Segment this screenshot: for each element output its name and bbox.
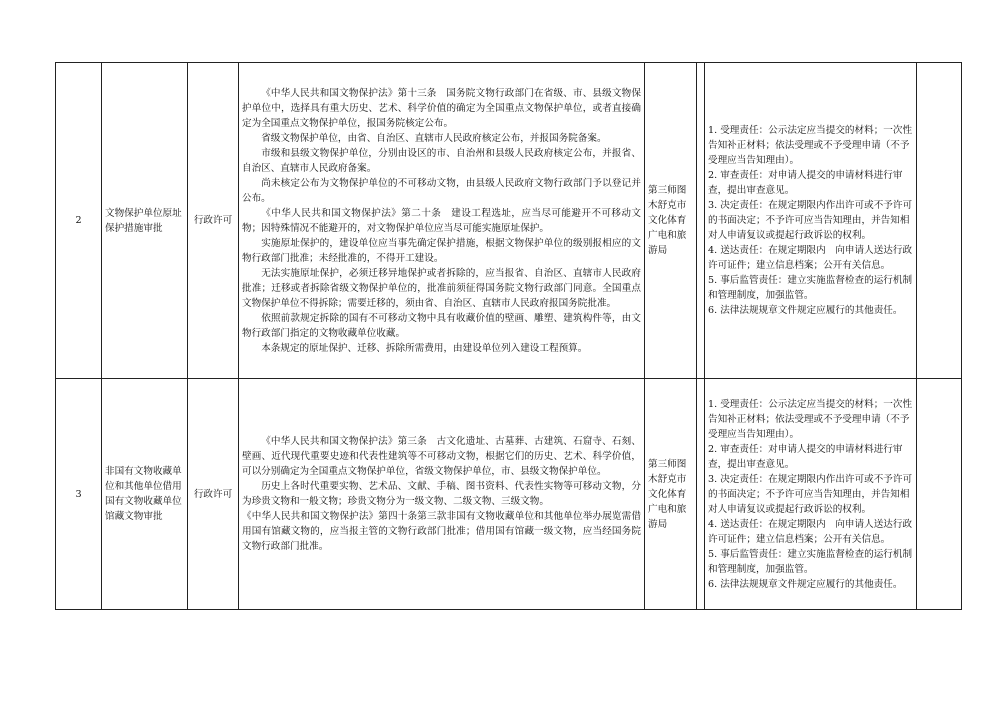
basis-paragraph: 历史上各时代重要实物、艺术品、文献、手稿、图书资料、代表性实物等可移动文物，分为珍贵文物和一般文物；珍贵文物分为一级文物、二级文物、三级文物。 (242, 481, 641, 507)
basis-paragraph: 无法实施原址保护，必须迁移异地保护或者拆除的，应当报省、自治区、直辖市人民政府批准；迁移或者拆除省级文物保护单位的，批准前须征得国务院文物行政部门同意。全国重点文物保护单位不得拆除；需要迁移的，须由省、自治区、直辖市人民政府报国务院批准。 (242, 267, 641, 309)
responsibility-item: 2. 审查责任：对申请人提交的申请材料进行审查，提出审查意见。 (708, 443, 903, 470)
basis-paragraph: 《中华人民共和国文物保护法》第二十条 建设工程选址，应当尽可能避开不可移动文物；因特殊情况不能避开的，对文物保护单位应当尽可能实施原址保护。 (242, 207, 641, 234)
responsible-department: 第三师图木舒克市文化体育广电和旅游局 (645, 63, 697, 379)
remarks-cell (917, 63, 962, 379)
responsible-department: 第三师图木舒克市文化体育广电和旅游局 (645, 379, 697, 610)
basis-paragraph: 《中华人民共和国文物保护法》第十三条 国务院文物行政部门在省级、市、县级文物保护单位中，选择具有重大历史、艺术、科学价值的确定为全国重点文物保护单位，或者直接确定为全国重点文物保护单位，报国务院核定公布。 (242, 87, 641, 129)
row-number: 2 (56, 63, 102, 379)
responsibility-item: 4. 送达责任：在规定期限内 向申请人送达行政许可证件；建立信息档案；公开有关信息。 (708, 518, 913, 545)
table-row (56, 63, 962, 379)
basis-paragraph: 尚未核定公布为文物保护单位的不可移动文物，由县级人民政府文物行政部门予以登记并公布。 (242, 177, 641, 204)
responsibility-item: 6. 法律法规规章文件规定应履行的其他责任。 (708, 305, 903, 316)
legal-basis (239, 379, 645, 610)
responsibility-list (705, 379, 917, 610)
row-number: 3 (56, 379, 102, 610)
basis-paragraph: 《中华人民共和国文物保护法》第四十条第三款非国有文物收藏单位和其他单位举办展览需借用国有馆藏文物的，应当报主管的文物行政部门批准；借用国有馆藏一级文物，应当经国务院文物行政部门批准。 (242, 511, 641, 552)
basis-paragraph: 本条规定的原址保护、迁移、拆除所需费用，由建设单位列入建设工程预算。 (261, 342, 588, 354)
basis-paragraph: 省级文物保护单位，由省、自治区、直辖市人民政府核定公布，并报国务院备案。 (261, 132, 607, 144)
responsibility-item: 4. 送达责任：在规定期限内 向申请人送达行政许可证件；建立信息档案；公开有关信息。 (708, 245, 913, 271)
legal-basis (239, 63, 645, 379)
table-row (56, 379, 962, 610)
basis-paragraph: 实施原址保护的，建设单位应当事先确定保护措施，根据文物保护单位的级别报相应的文物行政部门批准；未经批准的，不得开工建设。 (242, 237, 641, 264)
item-type: 行政许可 (188, 63, 239, 379)
blank-cell (697, 63, 705, 379)
responsibility-item: 1. 受理责任：公示法定应当提交的材料；一次性告知补正材料；依法受理或不予受理申请（不予受理应当告知理由）。 (708, 125, 913, 166)
basis-paragraph: 《中华人民共和国文物保护法》第三条 古文化遗址、古墓葬、古建筑、石窟寺、石刻、壁画、近代现代重要史迹和代表性建筑等不可移动文物，根据它们的历史、艺术、科学价值，可以分别确定为全国重点文物保护单位，省级文物保护单位，市、县级文物保护单位。 (242, 436, 641, 477)
basis-paragraph: 依照前款规定拆除的国有不可移动文物中具有收藏价值的壁画、雕塑、建筑构件等，由文物行政部门指定的文物收藏单位收藏。 (242, 312, 641, 339)
responsibility-item: 5. 事后监管责任：建立实施监督检查的运行机制和管理制度，加强监管。 (708, 548, 913, 575)
responsibility-item: 3. 决定责任：在规定期限内作出许可或不予许可的书面决定；不予许可应当告知理由，并告知相对人申请复议或提起行政诉讼的权利。 (708, 473, 913, 515)
basis-paragraph: 市级和县级文物保护单位，分别由设区的市、自治州和县级人民政府核定公布，并报省、自治区、直辖市人民政府备案。 (242, 147, 641, 174)
responsibility-item: 5. 事后监管责任：建立实施监督检查的运行机制和管理制度，加强监管。 (708, 275, 913, 301)
blank-cell (697, 379, 705, 610)
responsibility-item: 2. 审查责任：对申请人提交的申请材料进行审查，提出审查意见。 (708, 170, 903, 196)
responsibility-item: 6. 法律法规规章文件规定应履行的其他责任。 (708, 578, 903, 590)
responsibility-list (705, 63, 917, 379)
remarks-cell (917, 379, 962, 610)
authority-table (55, 62, 962, 610)
item-type: 行政许可 (188, 379, 239, 610)
item-name: 文物保护单位原址保护措施审批 (102, 63, 188, 379)
responsibility-item: 3. 决定责任：在规定期限内作出许可或不予许可的书面决定；不予许可应当告知理由，并告知相对人申请复议或提起行政诉讼的权利。 (708, 200, 913, 241)
item-name: 非国有文物收藏单位和其他单位借用国有文物收藏单位馆藏文物审批 (102, 379, 188, 610)
responsibility-item: 1. 受理责任：公示法定应当提交的材料；一次性告知补正材料；依法受理或不予受理申请（不予受理应当告知理由）。 (708, 398, 913, 440)
